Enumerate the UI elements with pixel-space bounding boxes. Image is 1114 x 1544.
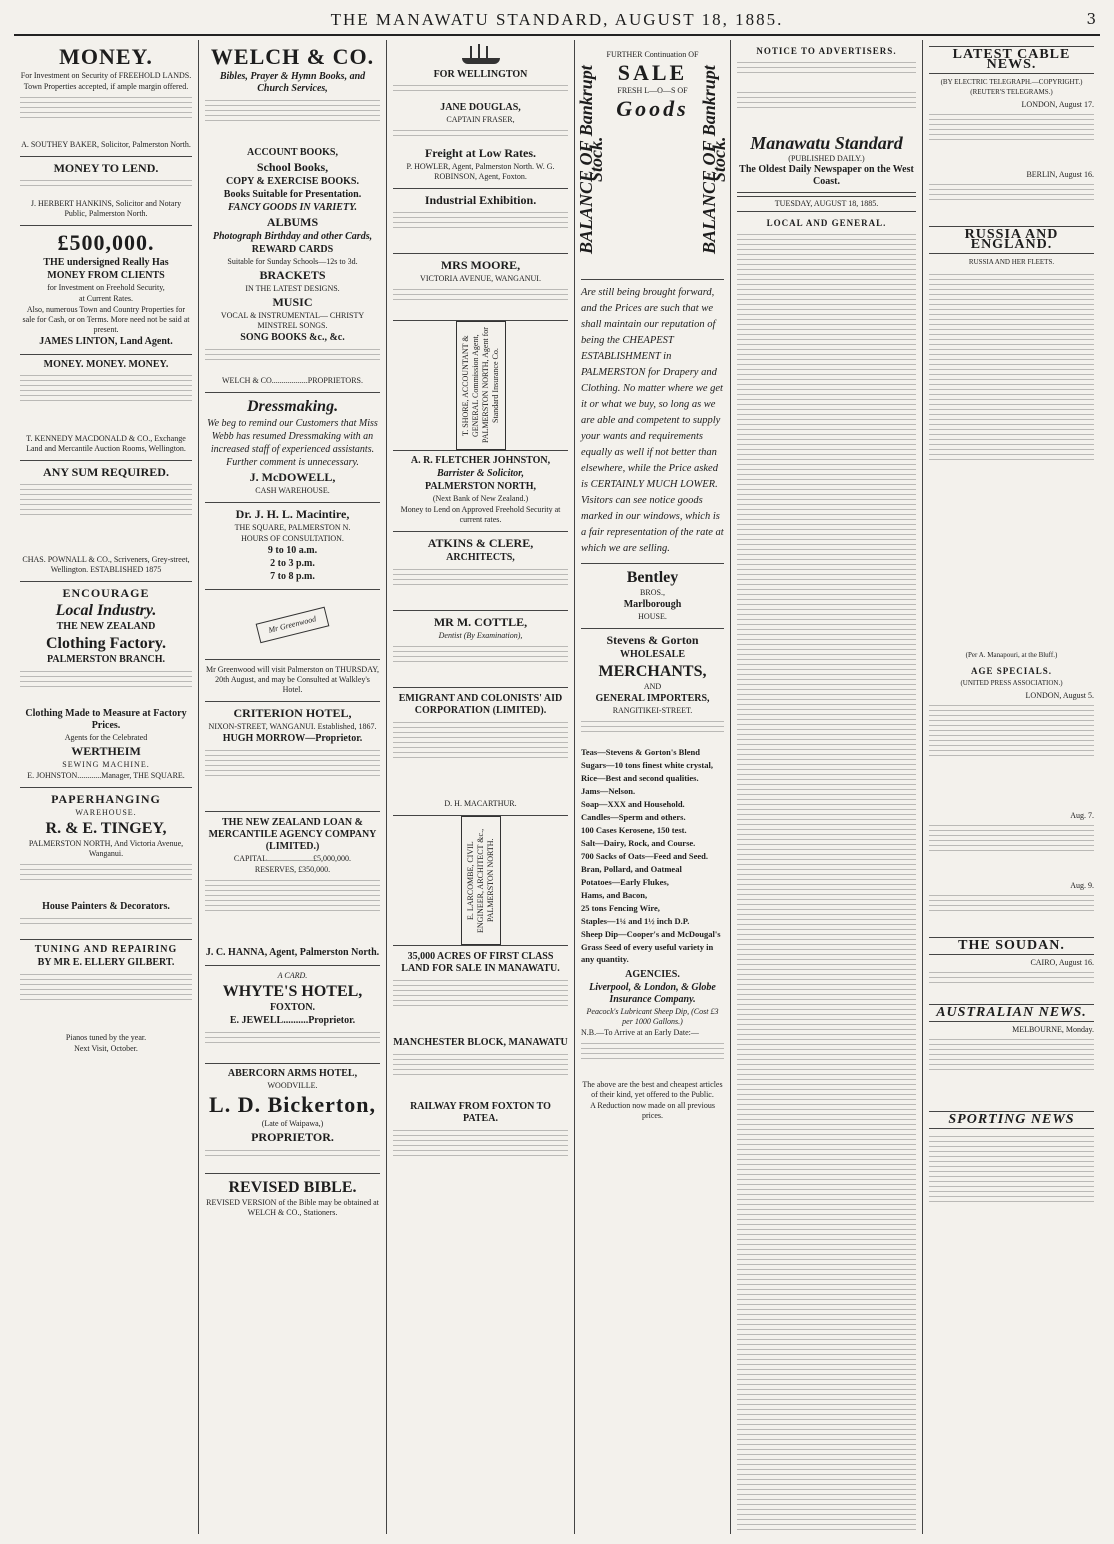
text-block (205, 746, 380, 806)
reward-cards: REWARD CARDS (251, 244, 334, 255)
macintire-address: THE SQUARE, PALMERSTON N. (234, 523, 351, 532)
text-block (205, 96, 380, 146)
ad-whyte (205, 966, 380, 1064)
text-block (737, 88, 916, 128)
morrow-proprietor: HUGH MORROW—Proprietor. (222, 733, 363, 744)
reward-sub: Suitable for Sunday Schools—12s to 3d. (227, 257, 358, 266)
tingey-heading: R. & E. TINGEY, (45, 820, 167, 837)
sale-heading: SALE (617, 60, 688, 85)
column-4 (574, 40, 730, 1534)
macintire-heading: Dr. J. H. L. Macintire, (235, 507, 350, 521)
greenwood-card-image (205, 590, 380, 660)
steamship-icon (458, 44, 504, 66)
big-sum-heading: £500,000. (57, 230, 155, 255)
moore-heading: MRS MOORE, (440, 258, 521, 272)
sale-body-text: Are still being brought forward, and the Prices are such that we shall maintain our reputation of being the CHEAPEST ESTABLISHMENT in PALMERSTON for Drapery and Clothing. No matter where we get it or what we buy, so long as we are able and competent to supply your wants and requirements equally as well if not better than elsewhere, while the Price asked is CERTAINLY MUCH LOWER. Visitors can see notice goods marked in our windows, which is a fair representation of the rate at which we are selling. (581, 287, 724, 554)
text-block (581, 1039, 724, 1079)
text-block (929, 1132, 1094, 1272)
revised-note: REVISED VERSION of the Bible may be obtained at WELCH & CO., Stationers. (206, 1198, 379, 1217)
woodville: WOODVILLE. (267, 1081, 318, 1090)
ad-stevens-gorton (581, 629, 724, 1127)
sale-body (581, 280, 724, 564)
hours-heading: HOURS OF CONSULTATION. (241, 534, 344, 543)
text-block (20, 371, 192, 433)
agencies: AGENCIES. (625, 969, 680, 980)
text-block (20, 93, 192, 139)
greenwood-notice: Mr Greenwood will visit Palmerston on THURSDAY, 20th August, and may be Consulted at Walkley's Hotel. (206, 665, 379, 694)
lend-note: Money to Lend on Approved Freehold Security at current rates. (400, 505, 561, 524)
sale-center (601, 44, 704, 275)
ad-nz-loan (205, 812, 380, 966)
ad-atkins (393, 532, 568, 611)
reduction: A Reduction now made on all previous prices. (590, 1101, 715, 1120)
marlborough: Marlborough (623, 599, 682, 610)
jewell-proprietor: E. JEWELL..........Proprietor. (229, 1015, 356, 1026)
text-block (929, 110, 1094, 170)
mcdowell-heading: J. McDOWELL, (249, 470, 336, 484)
linton-line-2: MONEY FROM CLIENTS (47, 270, 165, 281)
ad-fletcher (393, 451, 568, 532)
stock-item: Bran, Pollard, and Oatmeal (581, 864, 682, 874)
proprietor-label: PROPRIETOR. (251, 1130, 334, 1144)
paperhanging-heading: PAPERHANGING (51, 792, 161, 806)
johnston-signature: E. JOHNSTON............Manager, THE SQUARE. (27, 771, 185, 780)
ad-money-money (20, 355, 192, 461)
bros: BROS., (640, 588, 665, 597)
ad-linton (20, 226, 192, 355)
capital-line: CAPITAL.......................£5,000,000. (233, 854, 352, 863)
per-manapouri: (Per A. Manapouri, at the Bluff.) (965, 651, 1058, 659)
wertheim-heading: WERTHEIM (71, 744, 141, 758)
text-block (581, 717, 724, 745)
victoria-avenue: VICTORIA AVENUE, WANGANUI. (420, 274, 541, 283)
greenwood-card: Mr Greenwood (256, 606, 330, 643)
larcombe-card-text: E. LARCOMBE, CIVIL ENGINEER, ARCHITECT &c., PALMERSTON NORTH. (461, 816, 501, 945)
linton-signature: JAMES LINTON, Land Agent. (39, 336, 173, 347)
merchants: MERCHANTS, (598, 663, 707, 680)
dateline-berlin: BERLIN, August 16. (1026, 170, 1094, 179)
paper-logo: Manawatu Standard (750, 133, 903, 153)
soudan-heading: THE SOUDAN. (929, 937, 1094, 955)
house: HOUSE. (638, 612, 667, 621)
text-block (205, 345, 380, 375)
dressmaking-body: We beg to remind our Customers that Miss Webb has resumed Dressmaking with an increased staff of experienced assistants. Further comment is unnecessary. (207, 418, 378, 468)
hours-2: 2 to 3 p.m. (270, 558, 315, 569)
photo-cards: Photograph Birthday and other Cards, (212, 231, 373, 242)
fletcher-heading: A. R. FLETCHER JOHNSTON, (410, 455, 551, 466)
ad-clothing-factory (20, 582, 192, 788)
text-block (205, 1028, 380, 1058)
column-3 (386, 40, 574, 1534)
latest-designs: IN THE LATEST DESIGNS. (245, 284, 340, 293)
warehouse-heading: WAREHOUSE. (75, 808, 137, 817)
freight-heading: Freight at Low Rates. (424, 146, 537, 160)
decorators-line: House Painters & Decorators. (42, 901, 170, 912)
branch-heading: PALMERSTON BRANCH. (47, 654, 165, 665)
ad-tuning (20, 940, 192, 1060)
stock-item: Soap—XXX and Household. (581, 799, 685, 809)
text-block (929, 270, 1094, 650)
music-sub: VOCAL & INSTRUMENTAL— CHRISTY MINSTREL SONGS. (220, 311, 365, 330)
banner-right: BALANCE OF Bankrupt Stock. (699, 65, 729, 254)
copy-books: COPY & EXERCISE BOOKS. (226, 176, 359, 187)
arrive: N.B.—To Arrive at an Early Date:— (581, 1028, 699, 1037)
atkins-heading: ATKINS & CLERE, (427, 536, 534, 550)
local-general-heading: LOCAL AND GENERAL. (766, 218, 887, 228)
ad-bentley (581, 564, 724, 629)
text-block (20, 914, 192, 934)
presentation-books: Books Suitable for Presentation. (223, 189, 362, 200)
revised-bible-heading: REVISED BIBLE. (228, 1179, 357, 1196)
school-books: School Books, (256, 160, 329, 174)
any-sum-heading: ANY SUM REQUIRED. (43, 465, 169, 479)
text-block (393, 642, 568, 682)
ad-revised-bible (205, 1174, 380, 1224)
and-line: AND (643, 682, 662, 691)
shore-card (393, 321, 568, 451)
brackets: BRACKETS (259, 268, 326, 282)
text-block (393, 718, 568, 798)
hanna-signature: J. C. HANNA, Agent, Palmerston North. (205, 947, 380, 958)
stock-item: 100 Cases Kerosene, 150 test. (581, 825, 687, 835)
stock-item: Sugars—10 tons finest white crystal, (581, 760, 713, 770)
text-block (393, 976, 568, 1036)
abercorn-heading: ABERCORN ARMS HOTEL, (227, 1068, 358, 1079)
bank-line: (Next Bank of New Zealand.) (432, 494, 529, 503)
text-block (929, 1035, 1094, 1105)
welch-proprietors: WELCH & CO..................PROPRIETORS. (222, 376, 363, 385)
larcombe-card (393, 816, 568, 946)
close-line: The above are the best and cheapest articles of their kind, yet offered to the Public. (582, 1080, 723, 1099)
stock-item: Hams, and Bacon, (581, 890, 648, 900)
paper-logo-block (737, 128, 916, 193)
dateline-aug9: Aug. 9. (1070, 881, 1094, 890)
criterion-heading: CRITERION HOTEL, (233, 706, 352, 720)
card-label: A CARD. (277, 971, 308, 980)
ad-criterion (205, 702, 380, 812)
pn-line: PALMERSTON NORTH, (425, 481, 536, 492)
text-block (20, 970, 192, 1032)
column-5 (730, 40, 922, 1534)
stock-item: Sheep Dip—Cooper's and McDougal's (581, 929, 721, 939)
text-block (393, 565, 568, 605)
text-block (393, 1050, 568, 1100)
bibles-line: Bibles, Prayer & Hymn Books, and Church Services, (219, 71, 366, 94)
ad-macintire (205, 503, 380, 590)
encourage-heading: ENCOURAGE (62, 586, 150, 600)
hours-3: 7 to 8 p.m. (270, 571, 315, 582)
text-block (929, 180, 1094, 220)
further-continuation: FURTHER Continuation OF (606, 50, 699, 59)
general-importers: GENERAL IMPORTERS, (595, 693, 710, 704)
dentist-line: Dentist (By Examination), (438, 631, 523, 640)
pownall-signature: CHAS. POWNALL & CO., Scriveners, Grey-street, Wellington. ESTABLISHED 1875 (22, 555, 190, 574)
sale-banner (576, 40, 729, 280)
text-block (393, 208, 568, 248)
age-specials: AGE SPECIALS. (970, 666, 1053, 676)
welch-heading: WELCH & CO. (210, 44, 375, 69)
text-block (929, 701, 1094, 811)
cable-sub: (BY ELECTRIC TELEGRAPH.—COPYRIGHT.) (REUTER'S TELEGRAMS.) (940, 78, 1083, 96)
stevens-heading: Stevens & Gorton (606, 633, 699, 647)
street-line: RANGITIKEI-STREET. (612, 706, 693, 715)
stock-item: Jams—Nelson. (581, 786, 636, 796)
text-block (393, 1126, 568, 1186)
dressmaking-heading: Dressmaking. (246, 398, 339, 415)
dateline-london-2: LONDON, August 5. (1025, 691, 1094, 700)
ad-abercorn (205, 1064, 380, 1174)
music: MUSIC (272, 295, 313, 309)
text-block (20, 667, 192, 707)
clothing-factory-heading: Clothing Factory. (46, 635, 166, 652)
stock-item: Candles—Sperm and others. (581, 812, 686, 822)
bickerton-heading: L. D. Bickerton, (209, 1092, 376, 1117)
next-visit: Next Visit, October. (74, 1044, 138, 1053)
linton-line-1: THE undersigned Really Has (43, 257, 169, 268)
wholesale: WHOLESALE (619, 649, 686, 660)
kennedy-signature: T. KENNEDY MACDONALD & CO., Exchange Land and Mercantile Auction Rooms, Wellington. (26, 434, 186, 453)
linton-line-4: at Current Rates. (79, 294, 133, 303)
col6-left (929, 40, 1094, 1272)
text-block (393, 285, 568, 315)
foxton: FOXTON. (269, 1002, 316, 1013)
text-block (393, 126, 568, 146)
col6-top (929, 40, 1094, 1272)
text-block (393, 81, 568, 101)
tingey-address: PALMERSTON NORTH, And Victoria Avenue, Wanganui. (28, 839, 184, 858)
page-number: 3 (1086, 10, 1096, 28)
southey-signature: A. SOUTHEY BAKER, Solicitor, Palmerston North. (21, 140, 191, 149)
tuning-heading: TUNING AND REPAIRING (34, 944, 178, 955)
oldest-daily: The Oldest Daily Newspaper on the West Coast. (739, 164, 914, 187)
russia-heading: RUSSIA AND ENGLAND. (929, 226, 1094, 254)
nz-heading: THE NEW ZEALAND (56, 621, 156, 632)
stock-item: Staples—1¼ and 1½ inch D.P. (581, 916, 690, 926)
stock-list (581, 746, 724, 965)
wellington-heading: FOR WELLINGTON (433, 69, 528, 80)
account-books: ACCOUNT BOOKS, (247, 147, 338, 158)
masthead-rule (14, 34, 1100, 36)
money-line-1: For Investment on Security of FREEHOLD LANDS. (20, 71, 192, 80)
ad-greenwood (205, 660, 380, 702)
dateline-london: LONDON, August 17. (1021, 100, 1094, 109)
goods-heading: Goods (616, 96, 689, 121)
money3-heading: MONEY. MONEY. MONEY. (43, 359, 169, 370)
ad-moore (393, 254, 568, 321)
ad-steamer (393, 40, 568, 189)
stock-item: Grass Seed of every useful variety in any quantity. (581, 942, 714, 964)
cable-news-heading: LATEST CABLE NEWS. (929, 46, 1094, 74)
peacock: Peacock's Lubricant Sheep Dip, (Cost £3 per 1000 Gallons.) (586, 1007, 719, 1026)
shore-card-text: T. SHORE, ACCOUNTANT & GENERAL Commission Agent, PALMERSTON NORTH, Agent for Standard Insurance Co. (456, 321, 506, 450)
stock-item: Rice—Best and second qualities. (581, 773, 699, 783)
piano-line: Pianos tuned by the year. (65, 1033, 147, 1042)
criterion-address: NIXON-STREET, WANGANUI. Established, 1867. (208, 722, 377, 731)
text-block (929, 821, 1094, 881)
ad-dressmaking (205, 393, 380, 503)
ad-any-sum (20, 461, 192, 582)
sewing-machine: SEWING MACHINE. (62, 760, 150, 769)
freight-agents: P. HOWLER, Agent, Palmerston North. W. G. ROBINSON, Agent, Foxton. (406, 162, 555, 181)
text-block (20, 176, 192, 198)
architects: ARCHITECTS, (446, 552, 515, 563)
ad-emigrant (393, 688, 568, 816)
dateline-melbourne: MELBOURNE, Monday. (1012, 1025, 1094, 1034)
stock-item: 25 tons Fencing Wire, (581, 903, 660, 913)
ad-tingey (20, 788, 192, 940)
whyte-heading: WHYTE'S HOTEL, (222, 983, 363, 1000)
song-books: SONG BOOKS &c., &c. (240, 332, 345, 343)
newspaper-title: THE MANAWATU STANDARD, AUGUST 18, 1885. (330, 10, 784, 29)
stock-item: 700 Sacks of Oats—Feed and Seed. (581, 851, 709, 861)
linton-note: Also, numerous Town and Country Properties for sale for Cash, or on Terms. More need not be said at present. (22, 305, 190, 334)
stock-item: Salt—Dairy, Rock, and Course. (581, 838, 696, 848)
reserves-line: RESERVES, £350,000. (254, 865, 331, 874)
jane-douglas: JANE DOUGLAS, (440, 102, 521, 113)
text-block (205, 876, 380, 946)
dateline-cairo: CAIRO, August 16. (1030, 958, 1094, 967)
made-to-measure: Clothing Made to Measure at Factory Prices. (25, 708, 187, 731)
text-block (737, 58, 916, 88)
ad-cottle (393, 611, 568, 688)
manchester-block: MANCHESTER BLOCK, MANAWATU (393, 1037, 568, 1048)
fresh-lots: FRESH L—O—S OF (617, 86, 688, 95)
local-industry-heading: Local Industry. (55, 602, 157, 619)
column-6 (922, 40, 1100, 1534)
text-block (737, 230, 916, 1530)
issue-date: TUESDAY, AUGUST 18, 1885. (737, 196, 916, 212)
column-1 (14, 40, 198, 1534)
banner-left: BALANCE OF Bankrupt Stock. (576, 65, 606, 254)
ad-money-to-lend (20, 157, 192, 226)
captain: CAPTAIN FRASER, (446, 115, 515, 124)
money-heading: MONEY. (59, 44, 153, 69)
text-block (20, 480, 192, 554)
lend-heading: MONEY TO LEND. (53, 161, 159, 175)
text-block (929, 968, 1094, 998)
text-block (20, 860, 192, 900)
macarthur-signature: D. H. MACARTHUR. (444, 799, 517, 808)
notice-heading: NOTICE TO ADVERTISERS. (756, 46, 897, 56)
press-association: (UNITED PRESS ASSOCIATION.) (960, 679, 1063, 687)
sporting-heading: SPORTING NEWS (929, 1111, 1094, 1129)
late-of: (Late of Waipawa,) (261, 1119, 324, 1128)
stock-item: Teas—Stevens & Gorton's Blend (581, 747, 700, 757)
australian-heading: AUSTRALIAN NEWS. (929, 1004, 1094, 1022)
exhibition-heading: Industrial Exhibition. (424, 193, 537, 207)
nz-loan-heading: THE NEW ZEALAND LOAN & MERCANTILE AGENCY COMPANY (LIMITED.) (208, 817, 377, 852)
hankins-signature: J. HERBERT HANKINS, Solicitor and Notary Public, Palmerston North. (30, 199, 182, 218)
money-line-2: Town Properties accepted, if ample margin offered. (23, 82, 189, 91)
hours-1: 9 to 10 a.m. (267, 545, 318, 556)
bentley-heading: Bentley (626, 569, 679, 586)
albums: ALBUMS (266, 215, 319, 229)
text-block (929, 891, 1094, 931)
ad-welch (205, 40, 380, 393)
published-daily: (PUBLISHED DAILY.) (788, 154, 865, 163)
dateline-aug7: Aug. 7. (1070, 811, 1094, 820)
linton-line-3: for Investment on Freehold Security, (47, 283, 165, 292)
emigrant-heading: EMIGRANT AND COLONISTS' AID CORPORATION (LIMITED). (398, 693, 563, 716)
column-2 (198, 40, 386, 1534)
cottle-heading: MR M. COTTLE, (433, 615, 528, 629)
ad-manawatu-land (393, 946, 568, 1191)
text-block (205, 1146, 380, 1168)
agents-line: Agents for the Celebrated (64, 733, 148, 742)
russia-sub: RUSSIA AND HER FLEETS. (968, 258, 1055, 266)
local-general-body (737, 230, 916, 1530)
land-heading: 35,000 ACRES OF FIRST CLASS LAND FOR SALE IN MANAWATU. (401, 951, 560, 974)
gilbert-heading: BY MR E. ELLERY GILBERT. (37, 957, 175, 968)
cash-warehouse: CASH WAREHOUSE. (255, 486, 330, 495)
railway-line: RAILWAY FROM FOXTON TO PATEA. (410, 1101, 551, 1124)
barrister-line: Barrister & Solicitor, (437, 468, 524, 479)
ad-exhibition (393, 189, 568, 254)
stock-item: Potatoes—Early Flukes, (581, 877, 669, 887)
insurance: Liverpool, & London, & Globe Insurance Company. (589, 982, 716, 1005)
fancy-goods: FANCY GOODS IN VARIETY. (228, 202, 357, 213)
ad-money (20, 40, 192, 157)
